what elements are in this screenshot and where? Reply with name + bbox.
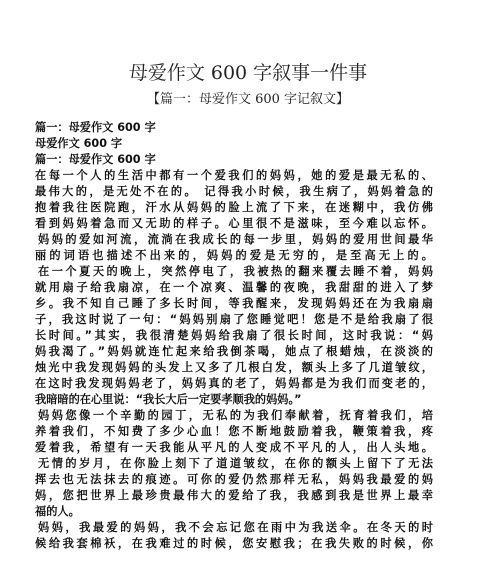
text-line: 养着我们，不知费了多少心血！您不断地鼓励着我，鞭策着我，疼 [35, 425, 433, 438]
text-line: 挥去也无法抹去的痕迹。可你的爱仍然那样无私，妈妈我最爱的妈 [35, 473, 433, 486]
text-line: 无情的岁月，在你脸上刻下了道道皱纹，在你的额头上留下了无法 [38, 457, 433, 470]
document-title: 母爱作文 600 字叙事一件事 [128, 62, 368, 84]
text-line: 最伟大的，是无处不在的。 记得我小时候，我生病了，妈妈着急的 [35, 185, 433, 198]
text-line: 篇一：母爱作文 600 字 [35, 153, 156, 166]
text-line: 烛光中我发现妈妈的头发上又多了几根白发，额头上多了几道皱纹， [35, 361, 433, 374]
text-line: 看到妈妈着急而又无助的样子。心里很不是滋味，至今难以忘怀。 [35, 217, 433, 230]
text-line: 丽的词语也描述不出来的，妈妈的爱是无穷的，是至高无上的。 [35, 249, 433, 262]
text-line: 长时间。”其实，我很清楚妈妈给我扇了很长时间，这时我说：“妈 [35, 329, 433, 342]
text-line: 乡。我不知自己睡了多长时间，等我醒来，发现妈妈还在为我扇扇 [35, 297, 433, 310]
text-line: 爱着我，希望有一天我能从平凡的人变成不平凡的人，出人头地。 [35, 441, 433, 454]
text-line: 我暗暗的在心里说：“我长大后一定要孝顺我的妈妈。” [35, 393, 302, 406]
text-line: 候给我套棉袄，在我难过的时候，您安慰我；在我失败的时候，你 [35, 537, 433, 550]
text-line: 在每一个人的生活中都有一个爱我们的妈妈，她的爱是最无私的、 [35, 169, 433, 182]
text-line: 妈妈，我最爱的妈妈，我不会忘记您在雨中为我送伞。在冬天的时 [38, 521, 433, 534]
text-line: 福的人。 [35, 505, 80, 518]
text-line: 就用扇子给我扇凉，在一个凉爽、温馨的夜晚，我甜甜的进入了梦 [35, 281, 433, 294]
document-subtitle: 【篇一：母爱作文 600 字记叙文】 [146, 92, 350, 107]
text-line: 抱着我往医院跑，汗水从妈妈的脸上流了下来，在迷糊中，我仿佛 [35, 201, 433, 214]
text-line: 妈，您把世界上最珍贵最伟大的爱给了我，我感到我是世界上最幸 [35, 489, 433, 502]
text-line: 子，我这时说了一句：“妈妈别扇了您睡觉吧！您是不是给我扇了很 [35, 313, 433, 326]
text-line: 在这时我发现妈妈老了，妈妈真的老了，妈妈都是为我们而变老的， [35, 377, 433, 390]
text-line: 妈我渴了。”妈妈就连忙起来给我倒茶喝，她点了根蜡烛，在淡淡的 [35, 345, 433, 358]
text-line: 母爱作文 600 字 [35, 137, 123, 150]
text-line: 妈妈您像一个辛勤的园丁，无私的为我们奉献着，抚育着我们，培 [38, 409, 433, 422]
text-line: 妈妈的爱如河流，流淌在我成长的每一步里，妈妈的爱用世间最华 [38, 233, 433, 246]
text-line: 在一个夏天的晚上，突然停电了，我被热的翻来覆去睡不着，妈妈 [38, 265, 433, 278]
text-line: 篇一：母爱作文 600 字 [35, 121, 156, 134]
